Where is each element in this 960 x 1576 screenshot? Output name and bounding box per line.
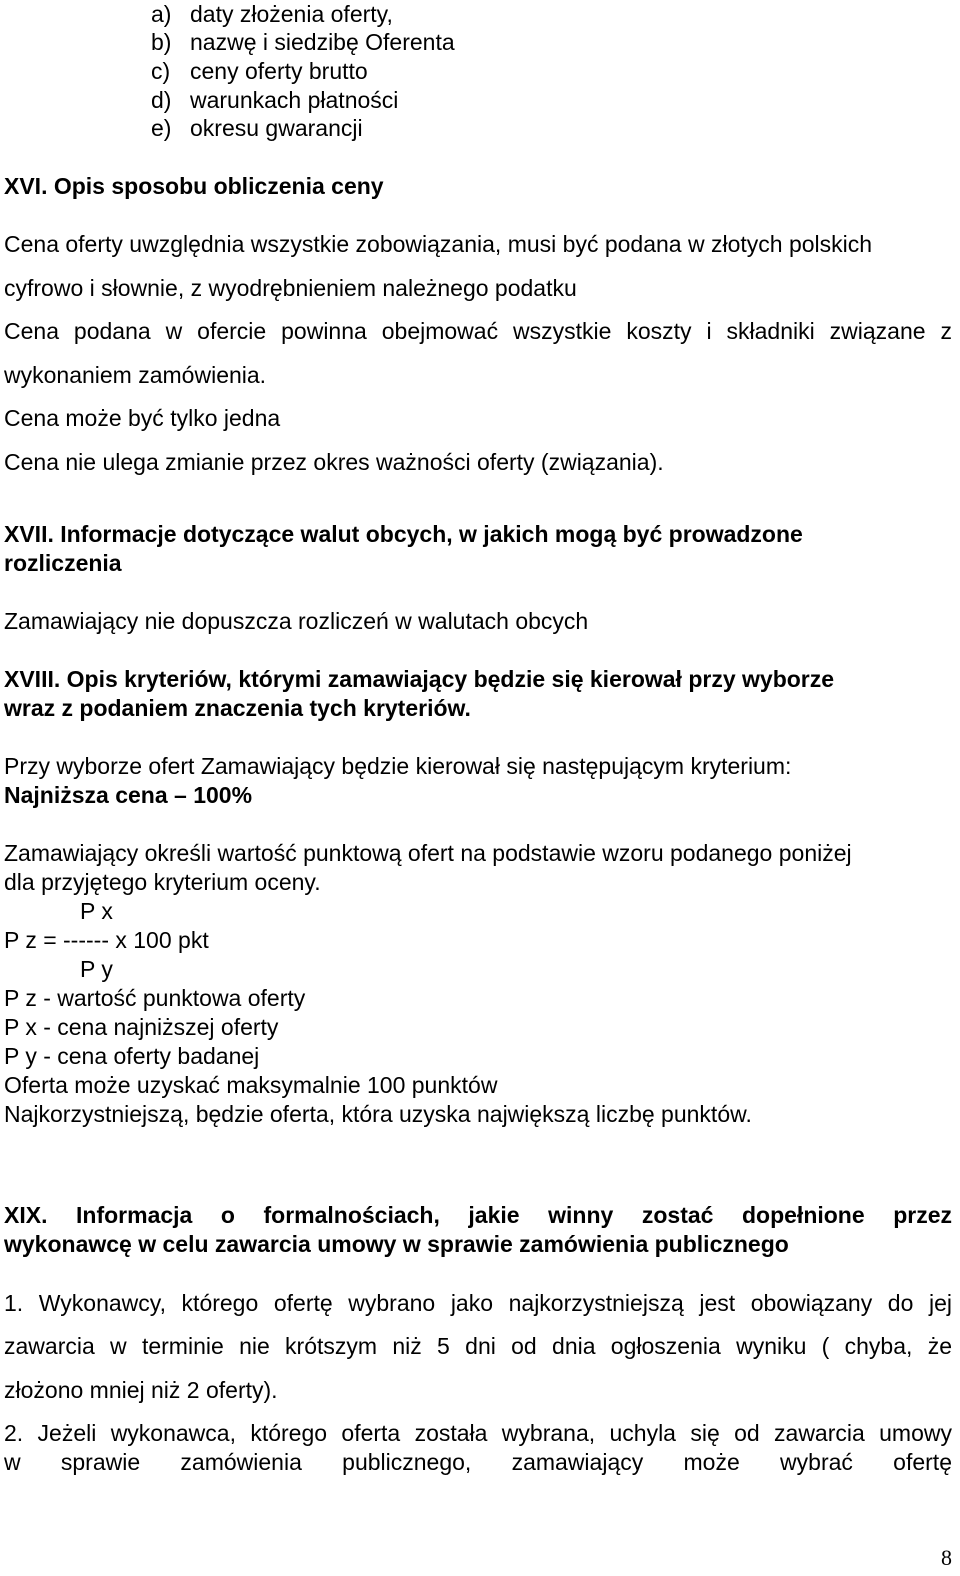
paragraph-line: Przy wyborze ofert Zamawiający będzie kierował się następującym kryterium:: [4, 753, 792, 779]
paragraph-line: Cena podana w ofercie powinna obejmować wszystkie koszty i składniki związane z: [4, 318, 952, 344]
definition-line: P y - cena oferty badanej: [4, 1043, 260, 1069]
list-item: d) warunkach płatności: [151, 87, 399, 113]
paragraph-line: Zamawiający określi wartość punktową ofert na podstawie wzoru podanego poniżej: [4, 840, 852, 866]
section-heading-xvi: XVI. Opis sposobu obliczenia ceny: [4, 173, 384, 199]
section-heading-xvii: XVII. Informacje dotyczące walut obcych, w jakich mogą być prowadzone: [4, 521, 803, 547]
paragraph-line: Cena może być tylko jedna: [4, 405, 281, 431]
definition-line: Oferta może uzyskać maksymalnie 100 punktów: [4, 1072, 498, 1098]
formula-denominator: P y: [80, 956, 113, 982]
definition-line: Najkorzystniejszą, będzie oferta, która uzyska największą liczbę punktów.: [4, 1101, 752, 1127]
page-number: 8: [941, 1545, 952, 1570]
definition-line: P x - cena najniższej oferty: [4, 1014, 279, 1040]
list-item: b) nazwę i siedzibę Oferenta: [151, 29, 455, 55]
criterion-text: Najniższa cena – 100%: [4, 782, 253, 808]
section-heading-xviii: XVIII. Opis kryteriów, którymi zamawiający będzie się kierował przy wyborze: [4, 666, 835, 692]
paragraph-line: Cena oferty uwzględnia wszystkie zobowiązania, musi być podana w złotych polskich: [4, 231, 873, 257]
paragraph-line: cyfrowo i słownie, z wyodrębnieniem należnego podatku: [4, 275, 577, 301]
section-heading-xviii-cont: wraz z podaniem znaczenia tych kryteriów.: [4, 695, 471, 721]
section-heading-xix-cont: wykonawcę w celu zawarcia umowy w sprawie zamówienia publicznego: [4, 1231, 789, 1257]
paragraph-line: 1. Wykonawcy, którego ofertę wybrano jako najkorzystniejszą jest obowiązany do jej: [4, 1290, 952, 1316]
section-heading-xix: XIX. Informacja o formalnościach, jakie winny zostać dopełnione przez: [4, 1202, 952, 1228]
section-heading-xvii-cont: rozliczenia: [4, 550, 122, 576]
formula-line: P z = ------ x 100 pkt: [4, 927, 209, 953]
paragraph-line: zawarcia w terminie nie krótszym niż 5 dni od dnia ogłoszenia wyniku ( chyba, że: [4, 1333, 952, 1359]
list-item: e) okresu gwarancji: [151, 115, 363, 141]
paragraph-line: w sprawie zamówienia publicznego, zamawiający może wybrać ofertę: [4, 1449, 952, 1475]
list-item: c) ceny oferty brutto: [151, 58, 368, 84]
paragraph-line: dla przyjętego kryterium oceny.: [4, 869, 321, 895]
paragraph-line: 2. Jeżeli wykonawca, którego oferta została wybrana, uchyla się od zawarcia umowy: [4, 1420, 952, 1446]
paragraph-line: złożono mniej niż 2 oferty).: [4, 1377, 278, 1403]
paragraph-line: Cena nie ulega zmianie przez okres ważności oferty (związania).: [4, 449, 664, 475]
formula-numerator: P x: [80, 898, 113, 924]
definition-line: P z - wartość punktowa oferty: [4, 985, 306, 1011]
list-item: a) daty złożenia oferty,: [151, 1, 393, 27]
paragraph-line: wykonaniem zamówienia.: [4, 362, 267, 388]
paragraph-line: Zamawiający nie dopuszcza rozliczeń w walutach obcych: [4, 608, 589, 634]
